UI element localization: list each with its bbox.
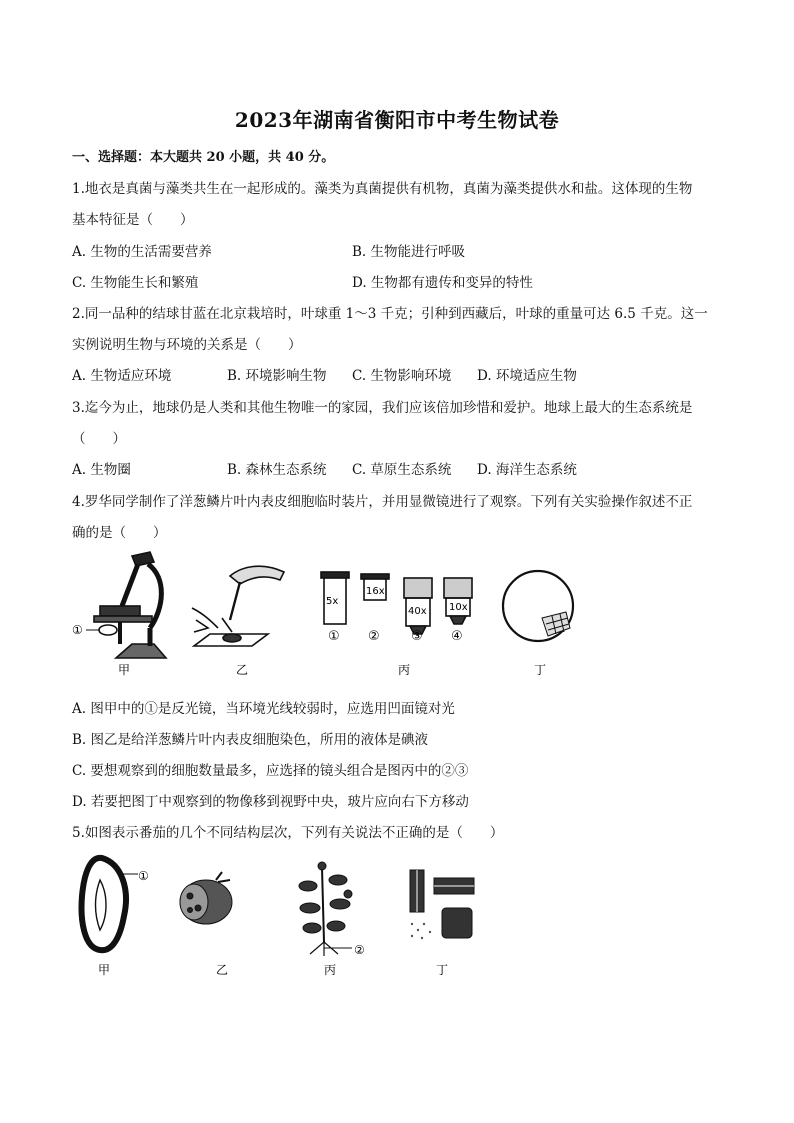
q4-option-b: B. 图乙是给洋葱鳞片叶内表皮细胞染色，所用的液体是碘液 <box>72 732 429 748</box>
q5-caption-bing: 丙 <box>324 963 337 977</box>
q4-caption-ding: 丁 <box>534 663 547 677</box>
q3-option-d: D. 海洋生态系统 <box>477 462 577 478</box>
q1-option-a: A. 生物的生活需要营养 <box>72 244 212 260</box>
microscope-mirror-label: ① <box>72 623 83 637</box>
section-heading: 一、选择题：本大题共 20 小题，共 40 分。 <box>72 150 335 165</box>
tissue-samples-icon <box>410 870 474 939</box>
lens-label-4: 10x <box>449 602 468 613</box>
q4-caption-jia: 甲 <box>118 663 131 677</box>
q1-stem-line1: 1.地衣是真菌与藻类共生在一起形成的。藻类为真菌提供有机物，真菌为藻类提供水和盐。这体现的生物 <box>72 181 693 197</box>
q2-option-b: B. 环境影响生物 <box>227 368 327 384</box>
staining-hand-icon <box>192 566 284 646</box>
lens-label-2: 16x <box>366 586 385 597</box>
q4-option-a: A. 图甲中的①是反光镜，当环境光线较弱时，应选用凹面镜对光 <box>72 701 455 717</box>
microscope-icon <box>94 552 166 658</box>
q5-caption-yi: 乙 <box>216 963 229 977</box>
q2-stem-line2: 实例说明生物与环境的关系是（ ） <box>72 337 302 353</box>
q3-option-a: A. 生物圈 <box>72 462 131 478</box>
lens-label-1: 5x <box>326 596 339 607</box>
q1-option-b: B. 生物能进行呼吸 <box>352 244 466 260</box>
lens-label-3: 40x <box>408 606 427 617</box>
q4-stem-line2: 确的是（ ） <box>72 525 167 541</box>
lens-number-2: ② <box>368 629 380 644</box>
q5-figure-drawing <box>72 850 492 980</box>
q4-caption-yi: 乙 <box>236 663 249 677</box>
q4-option-c: C. 要想观察到的细胞数量最多，应选择的镜头组合是图丙中的②③ <box>72 763 469 779</box>
plant-cell-icon <box>82 858 138 950</box>
q4-caption-bing: 丙 <box>398 663 411 677</box>
lens-number-1: ① <box>328 629 340 644</box>
field-of-view-icon <box>503 571 573 641</box>
q2-stem-line1: 2.同一品种的结球甘蓝在北京栽培时，叶球重 1～3 千克；引种到西藏后，叶球的重量可达 6.5 千克。这一 <box>72 306 708 322</box>
tomato-plant-icon <box>299 862 352 956</box>
q2-option-d: D. 环境适应生物 <box>477 368 577 384</box>
q5-caption-jia: 甲 <box>98 963 111 977</box>
q3-stem-line1: 3.迄今为止，地球仍是人类和其他生物唯一的家园，我们应该倍加珍惜和爱护。地球上最大的生态系统是 <box>72 400 693 416</box>
q1-stem-line2: 基本特征是（ ） <box>72 212 194 228</box>
q4-stem-line1: 4.罗华同学制作了洋葱鳞片叶内表皮细胞临时装片，并用显微镜进行了观察。下列有关实验操作叙述不正 <box>72 494 693 510</box>
tomato-fruit-icon <box>180 872 232 924</box>
q4-option-d: D. 若要把图丁中观察到的物像移到视野中央，玻片应向右下方移动 <box>72 794 469 810</box>
q5-label-2: ② <box>354 943 365 957</box>
q4-figure-drawing <box>72 548 592 688</box>
q4-figure <box>72 548 592 688</box>
q2-option-a: A. 生物适应环境 <box>72 368 172 384</box>
q2-option-c: C. 生物影响环境 <box>352 368 452 384</box>
q5-caption-ding: 丁 <box>436 963 449 977</box>
q1-option-c: C. 生物能生长和繁殖 <box>72 275 199 291</box>
q5-label-1: ① <box>138 869 149 883</box>
q1-option-d: D. 生物都有遗传和变异的特性 <box>352 275 533 291</box>
q3-option-b: B. 森林生态系统 <box>227 462 327 478</box>
q3-option-c: C. 草原生态系统 <box>352 462 452 478</box>
lens-number-4: ④ <box>451 629 463 644</box>
q5-figure <box>72 850 492 980</box>
page-title: 2023年湖南省衡阳市中考生物试卷 <box>234 108 560 132</box>
lens-number-3: ③ <box>411 629 423 644</box>
q5-stem-line1: 5.如图表示番茄的几个不同结构层次，下列有关说法不正确的是（ ） <box>72 825 504 841</box>
q3-stem-line2: （ ） <box>72 431 126 447</box>
